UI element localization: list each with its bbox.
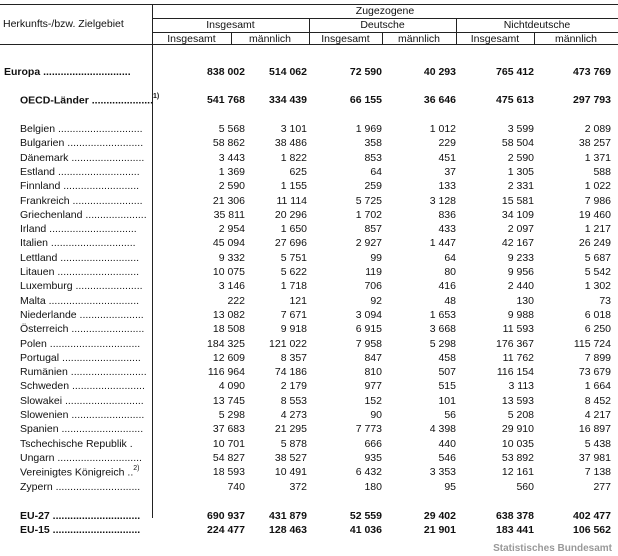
subcol-header: männlich xyxy=(248,33,292,45)
table-row xyxy=(0,438,618,452)
table-row xyxy=(0,380,618,394)
table-cell: 475 613 xyxy=(496,94,534,106)
table-cell: 19 460 xyxy=(578,208,611,221)
table-cell: 133 xyxy=(438,180,456,193)
table-cell: 3 094 xyxy=(355,308,382,321)
table-cell: 41 036 xyxy=(349,524,382,536)
table-cell: 546 xyxy=(438,451,456,464)
table-cell: 13 593 xyxy=(501,394,534,407)
table-cell: 73 xyxy=(599,294,611,307)
table-cell: 541 768 xyxy=(207,94,245,106)
row-label: Vereinigtes Königreich ..$^{2)}$ xyxy=(20,465,140,479)
table-cell: 277 xyxy=(593,480,611,493)
row-label: Zypern ............................. xyxy=(20,480,141,493)
row-label-header: Herkunfts-/bzw. Zielgebiet xyxy=(3,18,124,30)
table-cell: 119 xyxy=(365,266,382,278)
table-row xyxy=(0,510,618,524)
table-row xyxy=(0,352,618,366)
table-cell: 810 xyxy=(364,366,382,379)
table-cell: 95 xyxy=(444,480,456,493)
table-cell: 1 447 xyxy=(429,237,456,250)
table-cell: 1 718 xyxy=(280,280,307,293)
table-cell: 7 899 xyxy=(584,351,611,364)
subcol-header: männlich xyxy=(397,33,441,45)
row-label: Slowakei ........................... xyxy=(20,394,144,407)
table-cell: 259 xyxy=(364,180,382,193)
table-row xyxy=(0,195,618,209)
table-cell: 21 295 xyxy=(274,423,307,436)
table-cell: 101 xyxy=(438,394,456,407)
row-label: Österreich ......................... xyxy=(20,323,145,336)
table-cell: 45 094 xyxy=(212,237,245,250)
table-cell: 1 302 xyxy=(584,280,611,293)
table-cell: 6 018 xyxy=(584,308,611,321)
table-cell: 9 233 xyxy=(507,251,534,264)
table-cell: 2 590 xyxy=(507,151,534,164)
table-cell: 10 035 xyxy=(501,437,534,450)
table-cell: 11 593 xyxy=(502,323,534,336)
table-cell: 416 xyxy=(438,280,456,293)
row-label: Bulgarien .......................... xyxy=(20,137,144,150)
table-cell: 128 463 xyxy=(269,524,307,536)
table-cell: 8 452 xyxy=(584,394,611,407)
table-cell: 9 988 xyxy=(507,308,534,321)
table-cell: 7 138 xyxy=(584,466,611,479)
table-cell: 1 371 xyxy=(584,151,611,164)
table-cell: 180 xyxy=(364,480,382,493)
table-cell: 48 xyxy=(444,294,456,307)
table-cell: 507 xyxy=(438,366,456,379)
table-row xyxy=(0,266,618,280)
table-cell: 3 113 xyxy=(508,380,534,393)
table-row xyxy=(0,237,618,251)
table-row xyxy=(0,252,618,266)
table-cell: 5 438 xyxy=(584,437,611,450)
table-cell: 15 581 xyxy=(501,194,534,207)
table-cell: 121 xyxy=(289,294,307,307)
table-cell: 10 075 xyxy=(212,266,245,278)
table-cell: 5 725 xyxy=(355,194,382,207)
table-cell: 1 022 xyxy=(584,180,611,193)
table-cell: 2 097 xyxy=(507,223,534,236)
table-cell: 8 357 xyxy=(280,351,307,364)
table-cell: 2 089 xyxy=(584,123,611,135)
row-label: Slowenien ......................... xyxy=(20,409,145,421)
table-cell: 5 208 xyxy=(507,409,534,421)
table-cell: 706 xyxy=(364,280,382,293)
table-cell: 72 590 xyxy=(349,66,382,78)
table-cell: 9 332 xyxy=(218,251,245,264)
table-cell: 5 542 xyxy=(584,266,611,278)
table-row xyxy=(0,366,618,380)
table-cell: 6 915 xyxy=(355,323,382,336)
row-label: Tschechische Republik . xyxy=(20,437,133,450)
table-cell: 372 xyxy=(289,480,307,493)
table-cell: 7 986 xyxy=(584,194,611,207)
table-cell: 451 xyxy=(438,151,456,164)
row-label: Luxemburg ....................... xyxy=(20,280,143,293)
table-cell: 121 022 xyxy=(269,337,307,350)
row-label: Griechenland ..................... xyxy=(20,208,147,221)
table-cell: 440 xyxy=(438,437,456,450)
table-cell: 58 504 xyxy=(501,137,534,150)
row-label: OECD-Länder .....................$^{1)}$ xyxy=(20,93,160,107)
table-cell: 16 897 xyxy=(578,423,611,436)
table-cell: 334 439 xyxy=(269,94,307,106)
group-insgesamt: Insgesamt xyxy=(206,19,255,31)
table-row xyxy=(0,280,618,294)
table-cell: 5 687 xyxy=(584,251,611,264)
table-cell: 222 xyxy=(227,294,245,307)
row-label: Schweden ......................... xyxy=(20,380,145,393)
table-cell: 115 724 xyxy=(573,337,611,350)
table-cell: 1 305 xyxy=(507,165,534,178)
table-cell: 433 xyxy=(438,223,456,236)
row-label: Polen ............................... xyxy=(20,337,141,350)
table-cell: 12 609 xyxy=(212,351,245,364)
table-cell: 3 668 xyxy=(429,323,456,336)
table-cell: 1 653 xyxy=(429,308,456,321)
table-cell: 5 878 xyxy=(280,437,307,450)
table-cell: 431 879 xyxy=(269,510,307,522)
row-label: Italien ............................. xyxy=(20,237,136,250)
table-cell: 38 486 xyxy=(274,137,307,150)
table-cell: 473 769 xyxy=(573,66,611,78)
table-cell: 1 664 xyxy=(584,380,611,393)
table-cell: 4 217 xyxy=(584,409,611,421)
table-cell: 514 062 xyxy=(269,66,307,78)
table-row xyxy=(0,123,618,137)
table-cell: 1 702 xyxy=(355,208,382,221)
table-cell: 74 186 xyxy=(274,366,307,379)
table-cell: 80 xyxy=(444,266,456,278)
table-cell: 52 559 xyxy=(349,510,382,522)
group-deutsche: Deutsche xyxy=(360,19,405,31)
table-cell: 3 101 xyxy=(280,123,307,135)
table-cell: 1 969 xyxy=(355,123,382,135)
table-cell: 73 679 xyxy=(578,366,611,379)
table-row xyxy=(0,423,618,437)
table-cell: 224 477 xyxy=(207,524,245,536)
table-cell: 2 440 xyxy=(507,280,534,293)
table-cell: 7 671 xyxy=(280,308,307,321)
table-cell: 5 568 xyxy=(218,123,245,135)
subcol-header: Insgesamt xyxy=(167,33,216,45)
table-cell: 515 xyxy=(438,380,456,393)
table-cell: 5 298 xyxy=(218,409,245,421)
table-cell: 3 599 xyxy=(507,123,534,135)
table-cell: 625 xyxy=(289,165,307,178)
row-label: Finnland .......................... xyxy=(20,180,140,193)
table-cell: 12 161 xyxy=(501,466,534,479)
row-label: Europa .............................. xyxy=(4,66,131,78)
table-cell: 560 xyxy=(516,480,534,493)
table-row xyxy=(0,409,618,423)
table-cell: 836 xyxy=(438,208,456,221)
table-cell: 2 590 xyxy=(218,180,245,193)
table-cell: 765 412 xyxy=(496,66,534,78)
table-row xyxy=(0,309,618,323)
table-cell: 99 xyxy=(370,251,382,264)
table-cell: 34 109 xyxy=(501,208,534,221)
table-cell: 3 128 xyxy=(429,194,456,207)
table-cell: 2 954 xyxy=(218,223,245,236)
table-cell: 10 491 xyxy=(274,466,307,479)
table-row xyxy=(0,166,618,180)
table-cell: 183 441 xyxy=(496,524,534,536)
row-label: Malta ............................... xyxy=(20,294,140,307)
table-cell: 4 273 xyxy=(280,409,307,421)
table-cell: 18 593 xyxy=(212,466,245,479)
table-cell: 10 701 xyxy=(212,437,245,450)
table-cell: 2 331 xyxy=(507,180,534,193)
table-row xyxy=(0,323,618,337)
row-label: EU-15 .............................. xyxy=(20,524,141,536)
table-cell: 666 xyxy=(364,437,382,450)
table-cell: 4 398 xyxy=(429,423,456,436)
table-cell: 7 773 xyxy=(355,423,382,436)
row-label: Frankreich ........................ xyxy=(20,194,143,207)
table-cell: 38 527 xyxy=(274,451,307,464)
subcol-header: Insgesamt xyxy=(321,33,370,45)
table-row xyxy=(0,137,618,151)
table-row xyxy=(0,481,618,495)
table-cell: 638 378 xyxy=(496,510,534,522)
table-cell: 1 155 xyxy=(280,180,307,193)
table-cell: 588 xyxy=(593,165,611,178)
table-cell: 977 xyxy=(364,380,382,393)
table-cell: 229 xyxy=(438,137,456,150)
table-cell: 2 179 xyxy=(280,380,307,393)
table-cell: 9 956 xyxy=(507,266,534,278)
group-nichtdeutsche: Nichtdeutsche xyxy=(503,19,571,31)
table-cell: 358 xyxy=(364,137,382,150)
table-cell: 116 964 xyxy=(207,366,245,379)
table-cell: 13 745 xyxy=(212,394,245,407)
table-cell: 36 646 xyxy=(423,94,456,106)
table-cell: 176 367 xyxy=(496,337,534,350)
table-cell: 5 622 xyxy=(280,266,307,278)
table-row xyxy=(0,338,618,352)
table-row xyxy=(0,295,618,309)
table-cell: 8 553 xyxy=(280,394,307,407)
table-row xyxy=(0,180,618,194)
table-cell: 2 927 xyxy=(355,237,382,250)
subcol-header: Insgesamt xyxy=(470,33,520,45)
row-label: Irland .............................. xyxy=(20,223,137,236)
table-row xyxy=(0,466,618,480)
table-row xyxy=(0,94,618,108)
table-cell: 853 xyxy=(364,151,382,164)
footnote-marker: 1) xyxy=(153,93,160,100)
row-label: Estland ............................ xyxy=(20,165,140,178)
table-cell: 37 683 xyxy=(212,423,245,436)
table-cell: 3 443 xyxy=(218,151,245,164)
table-cell: 20 296 xyxy=(274,208,307,221)
table-cell: 857 xyxy=(364,223,382,236)
row-label: Lettland ........................... xyxy=(20,251,140,264)
table-cell: 1 650 xyxy=(280,223,307,236)
table-cell: 184 325 xyxy=(207,337,245,350)
table-cell: 26 249 xyxy=(578,237,611,250)
table-cell: 56 xyxy=(444,409,456,421)
table-cell: 21 306 xyxy=(212,194,245,207)
row-label: Dänemark ......................... xyxy=(20,151,145,164)
table-cell: 297 793 xyxy=(573,94,611,106)
table-cell: 847 xyxy=(364,351,382,364)
table-row xyxy=(0,223,618,237)
table-cell: 6 432 xyxy=(355,466,382,479)
row-label: Portugal ........................... xyxy=(20,351,141,364)
table-cell: 18 508 xyxy=(212,323,245,336)
table-cell: 53 892 xyxy=(501,451,534,464)
table-cell: 1 822 xyxy=(280,151,307,164)
table-cell: 58 862 xyxy=(212,137,245,150)
table-cell: 66 155 xyxy=(349,94,382,106)
table-row xyxy=(0,209,618,223)
publisher-footer: Statistisches Bundesamt xyxy=(493,543,612,554)
table-cell: 9 918 xyxy=(280,323,307,336)
row-label: Rumänien .......................... xyxy=(20,366,147,379)
table-cell: 27 696 xyxy=(274,237,307,250)
row-label: Litauen ............................ xyxy=(20,266,140,278)
table-cell: 64 xyxy=(444,251,456,264)
table-cell: 116 154 xyxy=(496,366,534,379)
table-cell: 11 114 xyxy=(276,194,307,207)
row-label: Niederlande ...................... xyxy=(20,308,144,321)
subcol-header: männlich xyxy=(554,33,598,45)
table-cell: 3 353 xyxy=(429,466,456,479)
table-cell: 54 827 xyxy=(212,451,245,464)
table-cell: 152 xyxy=(364,394,382,407)
table-cell: 1 012 xyxy=(429,123,456,135)
table-cell: 38 257 xyxy=(578,137,611,150)
group-title: Zugezogene xyxy=(355,5,415,17)
table-row xyxy=(0,524,618,538)
table-cell: 402 477 xyxy=(573,510,611,522)
row-label: Spanien ............................ xyxy=(20,423,144,436)
table-cell: 130 xyxy=(516,294,534,307)
table-row xyxy=(0,66,618,80)
row-label: EU-27 .............................. xyxy=(20,510,141,522)
row-label: Belgien ............................. xyxy=(20,123,143,135)
table-cell: 42 167 xyxy=(501,237,534,250)
table-cell: 740 xyxy=(227,480,245,493)
table-cell: 92 xyxy=(370,294,382,307)
table-cell: 5 751 xyxy=(280,251,307,264)
table-cell: 106 562 xyxy=(573,524,611,536)
table-cell: 5 298 xyxy=(429,337,456,350)
table-cell: 4 090 xyxy=(218,380,245,393)
table-cell: 64 xyxy=(370,165,382,178)
table-cell: 37 xyxy=(444,165,456,178)
table-row xyxy=(0,395,618,409)
table-cell: 35 811 xyxy=(213,208,245,221)
table-cell: 3 146 xyxy=(218,280,245,293)
table-cell: 1 369 xyxy=(218,165,245,178)
table-cell: 6 250 xyxy=(584,323,611,336)
table-cell: 7 958 xyxy=(355,337,382,350)
row-label: Ungarn ............................. xyxy=(20,451,142,464)
table-cell: 935 xyxy=(364,451,382,464)
table-cell: 29 402 xyxy=(423,510,456,522)
table-cell: 1 217 xyxy=(584,223,611,236)
table-cell: 90 xyxy=(370,409,382,421)
table-cell: 37 981 xyxy=(578,451,611,464)
table-cell: 690 937 xyxy=(207,510,245,522)
table-cell: 13 082 xyxy=(212,308,245,321)
table-row xyxy=(0,452,618,466)
table-cell: 40 293 xyxy=(423,66,456,78)
table-row xyxy=(0,152,618,166)
table-cell: 11 762 xyxy=(502,351,534,364)
table-cell: 21 901 xyxy=(423,524,456,536)
table-cell: 29 910 xyxy=(501,423,534,436)
table-cell: 458 xyxy=(438,351,456,364)
footnote-marker: 2) xyxy=(133,465,140,473)
table-cell: 838 002 xyxy=(207,66,245,78)
